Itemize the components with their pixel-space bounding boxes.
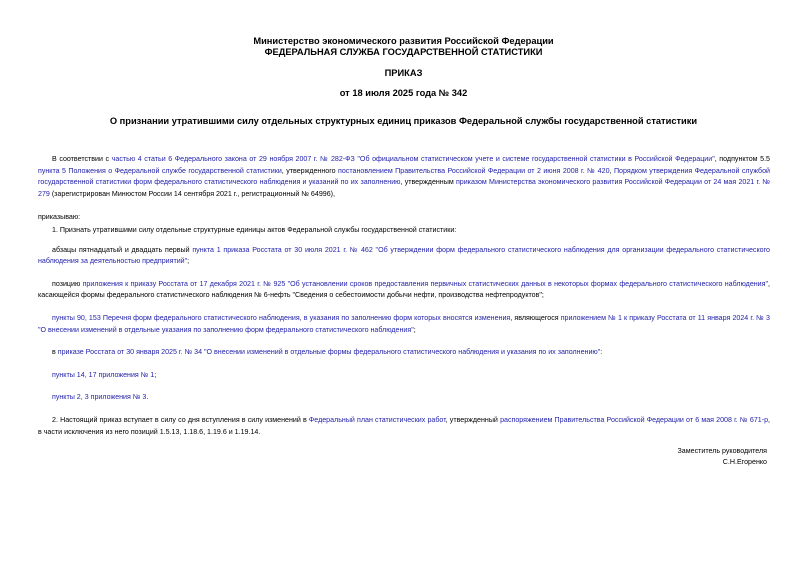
item-1-e — [38, 370, 770, 382]
document-body — [38, 154, 770, 438]
item-1-b-text: позицию — [52, 279, 83, 288]
preamble-text-1: В соответствии с — [52, 155, 112, 163]
appendix-1-points-link[interactable]: пункты 14, 17 приложения № 1 — [52, 370, 155, 379]
item-2-text-1: 2. Настоящий приказ вступает в силу со дня вступления в силу изменений в — [52, 415, 309, 424]
signatory-position: Заместитель руководителя — [677, 447, 767, 455]
item-1-d-end: : — [600, 348, 603, 357]
rosstat-order-34-link[interactable]: приказе Росстата от 30 января 2025 г. № 34 "О внесении изменений в отдельные формы федерального статистического наблюдения и указания по их заполнению" — [57, 348, 601, 357]
rosstat-order-925-link[interactable]: приложения к приказу Росстата от 17 декабря 2021 г. № 925 "Об установлении сроков предоставления первичных статистических данных в некоторых формах федерального статистического наблюдения" — [82, 279, 769, 288]
preamble-text-2: , подпунктом 5.5 — [714, 155, 770, 163]
item-1-f — [38, 392, 770, 404]
rosstat-order-3-link[interactable]: приложением № 1 к приказу Росстата от 11 января 2024 г. № 3 "О внесении изменений в отдельные указания по заполнению форм федерального статистического наблюдения" — [38, 313, 770, 334]
item-1-b-end: , касающейся формы федерального статистического наблюдения № 6-нефть "Сведения о себестоимости добычи нефти, производства нефтепродуктов"; — [38, 279, 770, 300]
signatory-name: С.Н.Егоренко — [722, 458, 767, 466]
document-date-number: от 18 июля 2025 года № 342 — [339, 88, 468, 98]
preamble-text-6: (зарегистрирован Минюстом России 14 сентября 2021 г., регистрационный № 64996), — [49, 189, 335, 198]
government-decree-link[interactable]: постановлением Правительства Российской Федерации от 2 июня 2008 г. № 420 — [338, 166, 610, 175]
item-1-a-text: абзацы пятнадцатый и двадцать первый — [52, 245, 193, 254]
item-1-a — [38, 245, 770, 268]
regulation-link[interactable]: пункта 5 Положения о Федеральной службе государственной статистики — [38, 166, 282, 175]
forms-list-link[interactable]: пункты 90, 153 Перечня форм федерального статистического наблюдения, в указания по заполнению форм которых вносятся изменения — [52, 313, 511, 322]
signature-block — [678, 446, 767, 468]
service-name: ФЕДЕРАЛЬНАЯ СЛУЖБА ГОСУДАРСТВЕННОЙ СТАТИСТИКИ — [264, 47, 543, 57]
item-1-c-end: ; — [413, 325, 416, 334]
ministry-name: Министерство экономического развития Российской Федерации — [253, 36, 554, 46]
federal-plan-link[interactable]: Федеральный план статистических работ — [308, 415, 446, 424]
item-1-d-text: в — [52, 348, 58, 357]
item-1-intro: 1. Признать утратившими силу отдельные структурные единицы актов Федеральной службы государственной статистики: — [52, 225, 457, 234]
preamble-text-4: , — [609, 166, 614, 175]
appendix-3-points-link[interactable]: пункты 2, 3 приложения № 3 — [52, 393, 147, 402]
item-1-e-end: ; — [154, 370, 157, 379]
item-2-text-3: , в части исключения из него позиций 1.5.13, 1.18.6, 1.19.6 и 1.19.14. — [38, 415, 770, 436]
item-1-f-end: . — [146, 393, 149, 402]
document-type: ПРИКАЗ — [384, 68, 423, 78]
item-1-a-end: ; — [187, 257, 190, 266]
procedure-link[interactable]: Порядком утверждения Федеральной службой государственной статистики форм федерального статистического наблюдения и указаний по их заполнению — [38, 166, 770, 187]
item-2-text-2: , утвержденный — [445, 415, 501, 424]
document-title: О признании утратившими силу отдельных структурных единиц приказов Федеральной службы государственной статистики — [109, 116, 698, 126]
rosstat-order-462-link[interactable]: пункта 1 приказа Росстата от 30 июля 2021 г. № 462 "Об утверждении форм федерального статистического наблюдения для организации федерального статистического наблюдения за деятельностью предприятий" — [38, 245, 770, 266]
item-1-c-text: , являющегося — [510, 313, 561, 322]
order-word: приказываю: — [38, 213, 81, 222]
government-order-671-link[interactable]: распоряжением Правительства Российской Федерации от 6 мая 2008 г. № 671-р — [500, 415, 769, 424]
item-1-d — [38, 347, 770, 359]
preamble-text-5: , утвержденным — [400, 178, 456, 187]
preamble-text-3: , утвержденного — [281, 166, 339, 175]
ministry-order-link[interactable]: приказом Министерства экономического развития Российской Федерации от 24 мая 2021 г. № 279 — [38, 178, 770, 198]
item-1-b — [38, 279, 770, 302]
preamble-paragraph — [38, 154, 770, 200]
law-link[interactable]: частью 4 статьи 6 Федерального закона от 29 ноября 2007 г. № 282-ФЗ "Об официальном статистическом учете и системе государственной статистики в Российской Федерации" — [111, 155, 715, 163]
item-1-c — [38, 313, 770, 336]
item-2 — [38, 415, 770, 438]
